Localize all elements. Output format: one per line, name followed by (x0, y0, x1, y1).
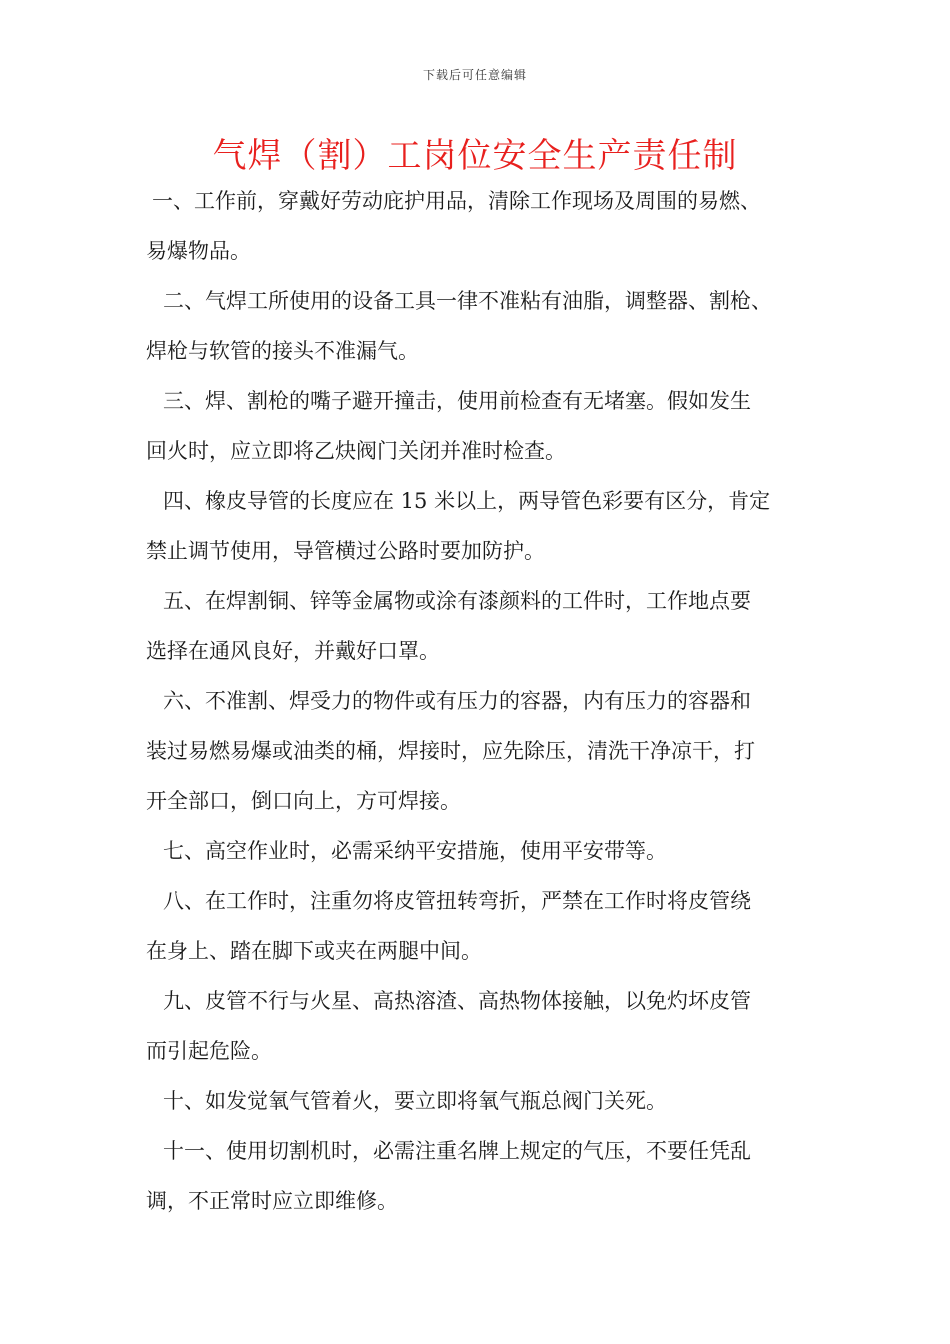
paragraph-line: 四、橡皮导管的长度应在 15 米以上，两导管色彩要有区分，肯定 (163, 489, 771, 513)
header-note: 下载后可任意编辑 (422, 68, 527, 82)
paragraph-line: 开全部口，倒口向上，方可焊接。 (146, 789, 461, 813)
paragraph-6 (146, 676, 826, 826)
paragraph-line: 一、工作前，穿戴好劳动庇护用品，清除工作现场及周围的易燃、 (152, 189, 761, 213)
paragraph-2 (146, 276, 826, 376)
paragraph-line: 十、如发觉氧气管着火，要立即将氧气瓶总阀门关死。 (163, 1089, 667, 1113)
document-body (146, 176, 826, 1226)
paragraph-11 (146, 1126, 826, 1226)
paragraph-8 (146, 876, 826, 976)
paragraph-line: 十一、使用切割机时，必需注重名牌上规定的气压，不要任凭乱 (163, 1139, 751, 1163)
paragraph-line: 调，不正常时应立即维修。 (146, 1189, 398, 1213)
paragraph-9 (146, 976, 826, 1076)
paragraph-line: 选择在通风良好，并戴好口罩。 (146, 639, 440, 663)
paragraph-line: 七、高空作业时，必需采纳平安措施，使用平安带等。 (163, 839, 667, 863)
paragraph-7 (146, 826, 826, 876)
paragraph-line: 易爆物品。 (146, 239, 251, 263)
paragraph-5 (146, 576, 826, 676)
paragraph-3 (146, 376, 826, 476)
paragraph-line: 焊枪与软管的接头不准漏气。 (146, 339, 419, 363)
paragraph-line: 九、皮管不行与火星、高热溶渣、高热物体接触，以免灼坏皮管 (163, 989, 751, 1013)
paragraph-line: 禁止调节使用，导管横过公路时要加防护。 (146, 539, 545, 563)
paragraph-1 (146, 176, 826, 276)
paragraph-line: 三、焊、割枪的嘴子避开撞击，使用前检查有无堵塞。假如发生 (163, 389, 751, 413)
paragraph-10 (146, 1076, 826, 1126)
paragraph-line: 在身上、踏在脚下或夹在两腿中间。 (146, 939, 482, 963)
paragraph-line: 八、在工作时，注重勿将皮管扭转弯折，严禁在工作时将皮管绕 (163, 889, 751, 913)
paragraph-line: 五、在焊割铜、锌等金属物或涂有漆颜料的工件时，工作地点要 (163, 589, 751, 613)
paragraph-line: 二、气焊工所使用的设备工具一律不准粘有油脂，调整器、割枪、 (163, 289, 772, 313)
document-title: 气焊（割）工岗位安全生产责任制 (212, 136, 738, 176)
paragraph-line: 回火时，应立即将乙炔阀门关闭并准时检查。 (146, 439, 566, 463)
paragraph-line: 六、不准割、焊受力的物件或有压力的容器，内有压力的容器和 (163, 689, 751, 713)
paragraph-line: 而引起危险。 (146, 1039, 272, 1063)
paragraph-line: 装过易燃易爆或油类的桶，焊接时，应先除压，清洗干净凉干，打 (146, 739, 755, 763)
paragraph-4 (146, 476, 826, 576)
